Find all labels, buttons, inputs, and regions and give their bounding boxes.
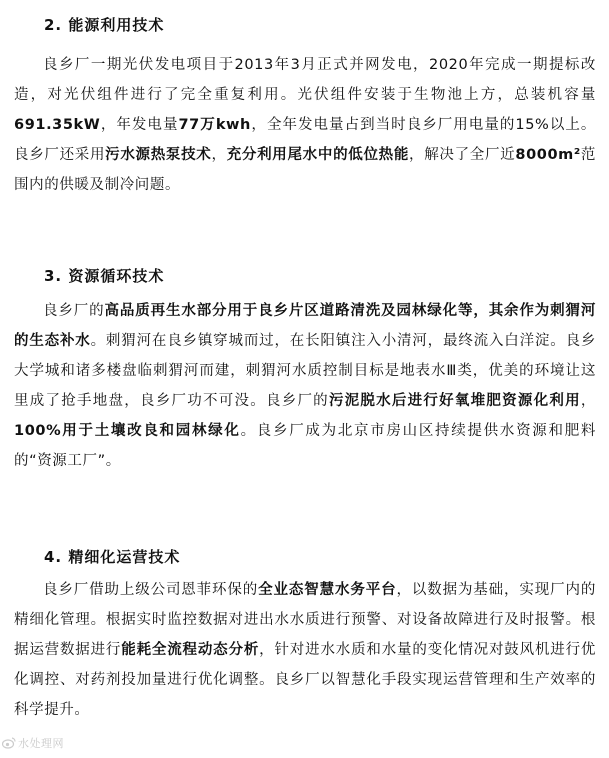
bold-phrase: 8000m²	[515, 147, 581, 163]
weibo-icon	[2, 736, 16, 750]
bold-phrase: 100%用于土壤改良和园林绿化	[14, 423, 241, 439]
section-title-resource: 3. 资源循环技术	[44, 267, 165, 285]
section-title-energy: 2. 能源利用技术	[44, 16, 165, 34]
text-run: 范围内的供暖及制冷问题。	[14, 147, 597, 193]
text-run: ，解决了全厂近	[409, 147, 516, 163]
watermark	[2, 735, 64, 751]
watermark-text: 水处理网	[18, 737, 64, 750]
bold-phrase: 污泥脱水后进行好氧堆肥资源化利用	[328, 393, 581, 409]
bold-phrase: 高品质再生水部分用于良乡片区道路清洗及园林绿化等，其余作为刺猬河的生态补水	[14, 303, 596, 349]
text-run: ，年发电量	[100, 117, 179, 133]
paragraph-resource	[14, 296, 596, 476]
text-run: ，	[580, 393, 596, 409]
bold-phrase: 77万kwh	[178, 117, 251, 133]
bold-phrase: 全业态智慧水务平台	[258, 582, 397, 598]
text-run: ，以数据为基础，实现厂内的精细化管理。根据实时监控数据对进出水水质进行预警、对设备故障进行及时报警。根据运营数据进行	[14, 582, 596, 658]
paragraph-operation	[14, 575, 596, 725]
text-run: ，全年发电量占到当时良乡厂用电量的15%以上。良乡厂还采用	[14, 117, 597, 163]
paragraph-energy	[14, 50, 596, 200]
text-run: 。良乡厂成为北京市房山区持续提供水资源和肥料的“资源工厂”。	[14, 423, 597, 469]
bold-phrase: 能耗全流程动态分析	[121, 642, 260, 658]
text-run: 。刺猬河在良乡镇穿城而过，在长阳镇注入小清河，最终流入白洋淀。良乡大学城和诸多楼盘临刺猬河而建，刺猬河水质控制目标是地表水Ⅲ类，优美的环境让这里成了抢手地盘，良乡厂功不可没。良乡厂的	[14, 333, 597, 409]
text-run: 良乡厂的	[43, 303, 105, 319]
text-run: 良乡厂一期光伏发电项目于2013年3月正式并网发电，2020年完成一期提标改造，对光伏组件进行了完全重复利用。光伏组件安装于生物池上方，总装机容量	[14, 57, 596, 103]
text-run: 良乡厂借助上级公司恩菲环保的	[43, 582, 259, 598]
text-run: ，针对进水水质和水量的变化情况对鼓风机进行优化调控、对药剂投加量进行优化调整。良乡厂以智慧化手段实现运营管理和生产效率的科学提升。	[14, 642, 597, 718]
bold-phrase: 691.35kW	[14, 117, 101, 133]
section-title-operation: 4. 精细化运营技术	[44, 548, 181, 566]
text-run: ，	[211, 147, 227, 163]
bold-phrase: 污水源热泵技术	[105, 147, 212, 163]
bold-phrase: 充分利用尾水中的低位热能	[226, 147, 410, 163]
